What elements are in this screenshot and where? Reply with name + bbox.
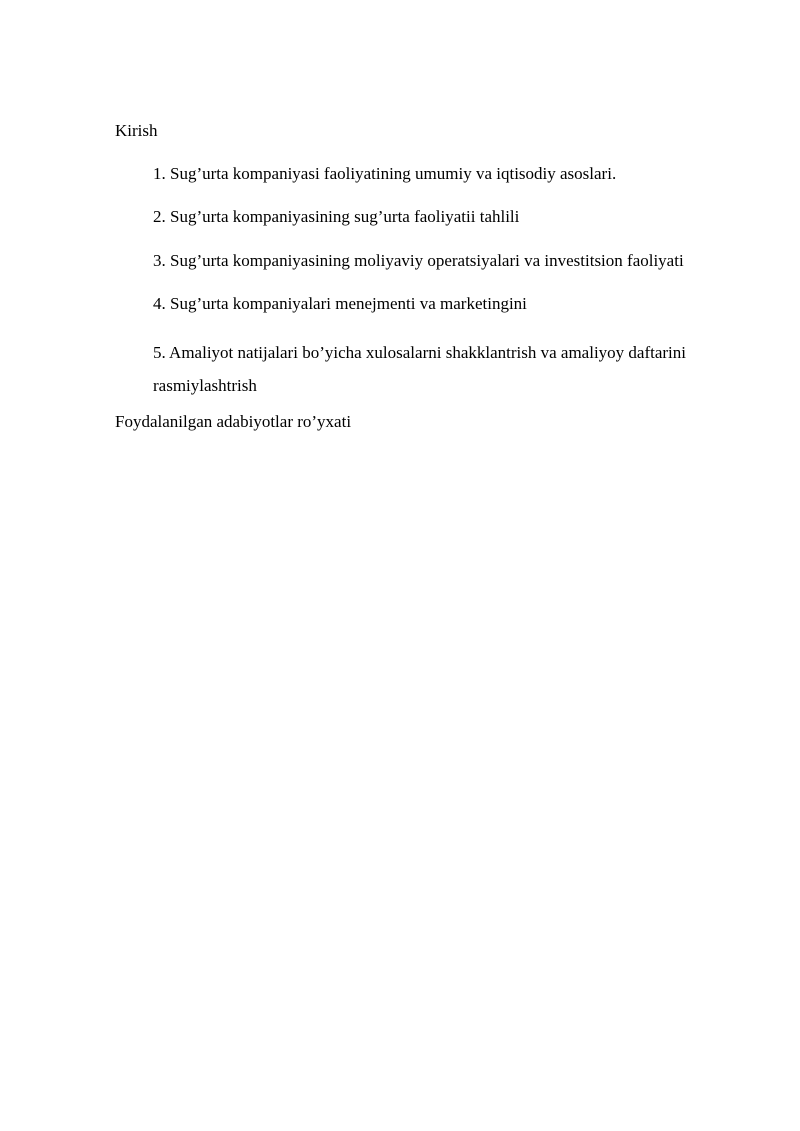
references-heading: Foydalanilgan adabiyotlar ro’yxati [115, 412, 352, 431]
toc-item-3: 3. Sug’urta kompaniyasining moliyaviy operatsiyalari va investitsion faoliyati [153, 251, 684, 270]
toc-item-1: 1. Sug’urta kompaniyasi faoliyatining umumiy va iqtisodiy asoslari. [153, 164, 617, 183]
toc-item-2: 2. Sug’urta kompaniyasining sug’urta faoliyatii tahlili [153, 207, 520, 226]
intro-heading: Kirish [115, 121, 158, 140]
toc-item-4: 4. Sug’urta kompaniyalari menejmenti va marketingini [153, 294, 527, 313]
toc-item-5: 5. Amaliyot natijalari bo’yicha xulosalarni shakklantrish va amaliyoy daftarini rasmiylashtrish [153, 343, 686, 395]
